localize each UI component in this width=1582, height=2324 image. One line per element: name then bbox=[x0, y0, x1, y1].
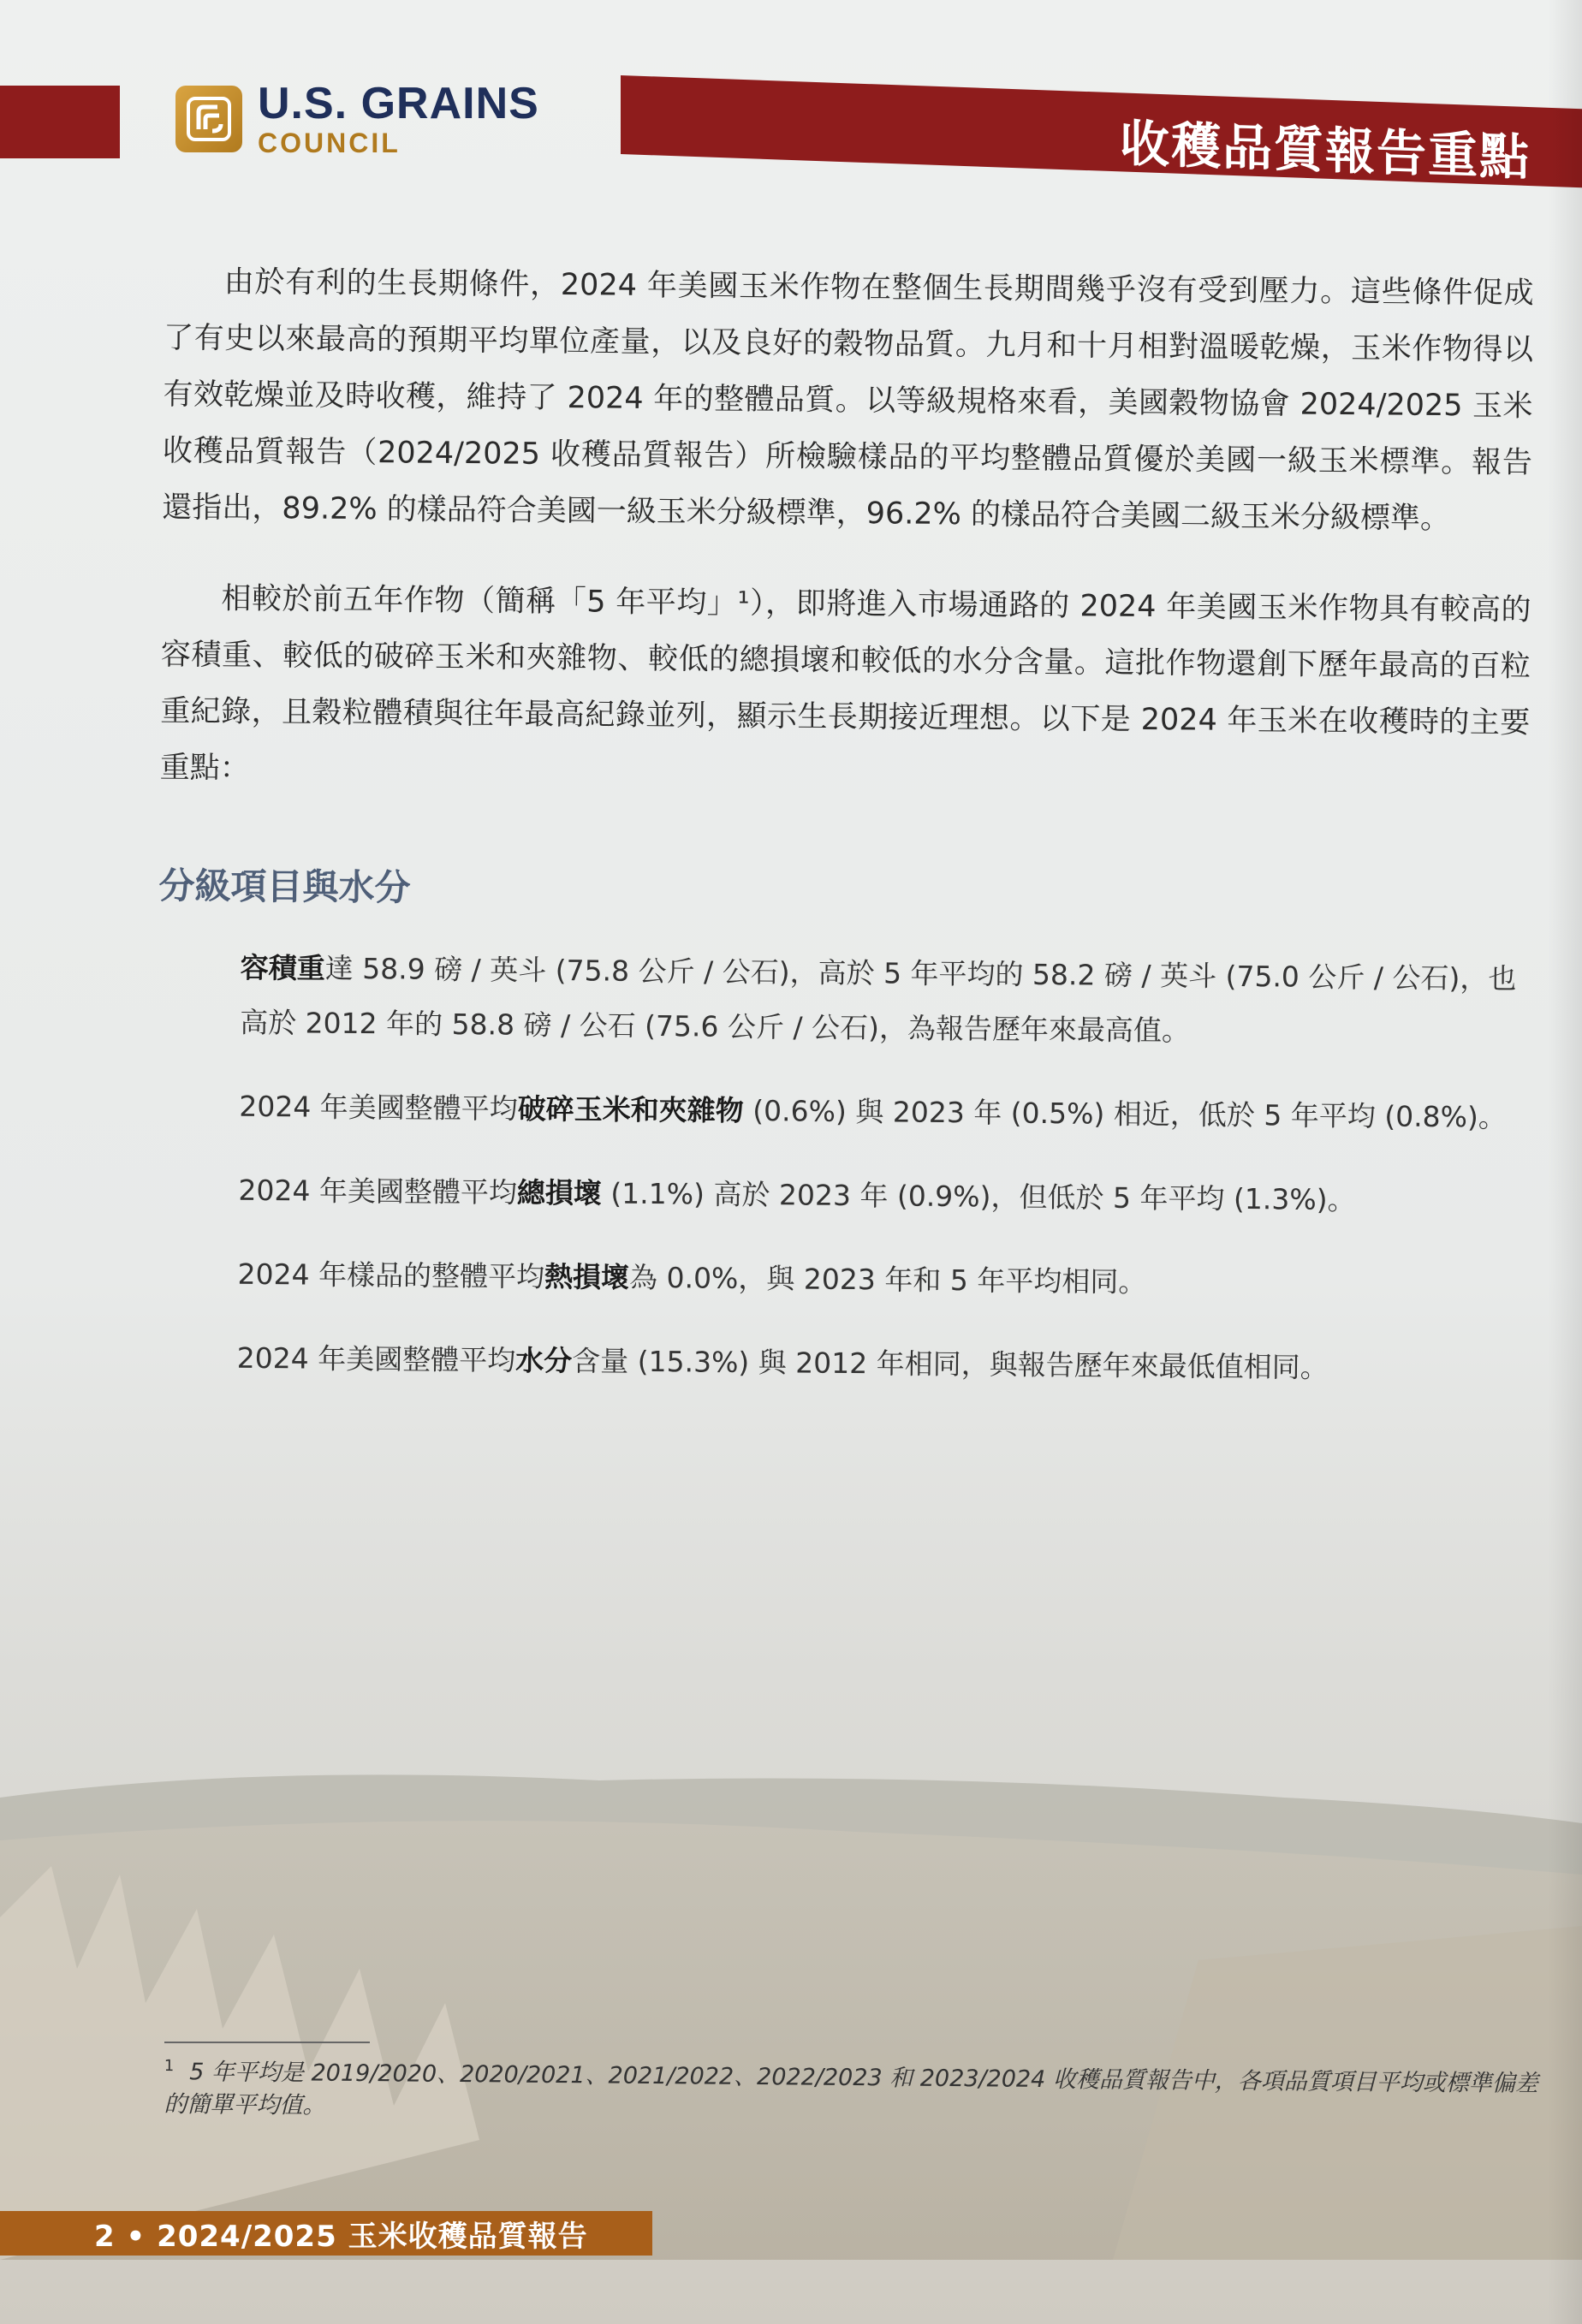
footer-page-label: 2 • 2024/2025 玉米收穫品質報告 bbox=[94, 2220, 588, 2254]
item-prefix: 2024 年美國整體平均 bbox=[238, 1173, 518, 1210]
item-text: 為 0.0%，與 2023 年和 5 年平均相同。 bbox=[628, 1260, 1147, 1299]
logo-line2: COUNCIL bbox=[258, 128, 401, 158]
logo-text bbox=[258, 81, 539, 157]
item-text: (1.1%) 高於 2023 年 (0.9%)，但低於 5 年平均 (1.3%)。 bbox=[601, 1176, 1356, 1217]
grading-item-test-weight bbox=[240, 941, 1528, 1061]
header-title-bar bbox=[621, 75, 1582, 187]
item-prefix: 2024 年美國整體平均 bbox=[236, 1340, 516, 1377]
usgc-logo-icon bbox=[175, 86, 242, 152]
paragraph-1: 由於有利的生長期條件，2024 年美國玉米作物在整個生長期間幾乎沒有受到壓力。這些條件促成了有史以來最高的預期平均單位產量，以及良好的穀物品質。九月和十月相對溫暖乾燥，玉米作物得以有效乾燥並及時收穫，維持了 2024 年的整體品質。以等級規格來看，美國穀物協會 2024/2025 玉米收穫品質報告（2024/2025 收穫品質報告）所檢驗樣品的平均整體品質優於美國一級玉米標準。報告還指出，89.2% 的樣品符合美國一級玉米分級標準，96.2% 的樣品符合美國二級玉米分級標準。 bbox=[162, 264, 1534, 537]
item-keyword: 總損壞 bbox=[516, 1175, 603, 1210]
item-prefix: 2024 年美國整體平均 bbox=[239, 1089, 518, 1126]
grading-item-moisture bbox=[236, 1331, 1525, 1397]
item-text: 含量 (15.3%) 與 2012 年相同，與報告歷年來最低值相同。 bbox=[572, 1344, 1329, 1384]
footnote-text: 5 年平均是 2019/2020、2020/2021、2021/2022、2022/2023 和 2023/2024 收穫品質報告中，各項品質項目平均或標準偏差的簡單平均值。 bbox=[164, 2059, 1539, 2119]
cornfield-background-image bbox=[0, 1746, 1582, 2260]
grading-item-total-damage bbox=[238, 1163, 1526, 1229]
item-text: (0.6%) 與 2023 年 (0.5%) 相近，低於 5 年平均 (0.8%)。 bbox=[743, 1093, 1508, 1134]
item-keyword: 水分 bbox=[515, 1343, 573, 1378]
usgc-logo bbox=[175, 81, 539, 157]
item-keyword: 破碎玉米和夾雜物 bbox=[517, 1091, 744, 1127]
footnote-rule bbox=[164, 2042, 370, 2043]
item-keyword: 熱損壞 bbox=[544, 1259, 630, 1294]
page-title: 收穫品質報告重點 bbox=[1119, 114, 1531, 187]
item-prefix: 2024 年樣品的整體平均 bbox=[237, 1257, 545, 1293]
header-left-bar bbox=[0, 86, 120, 158]
grading-item-bcfm bbox=[239, 1079, 1527, 1145]
logo-line1: U.S. GRAINS bbox=[258, 79, 539, 128]
item-text: 達 58.9 磅 / 英斗 (75.8 公斤 / 公石)，高於 5 年平均的 58.2 磅 / 英斗 (75.0 公斤 / 公石)，也高於 2012 年的 58.8 磅 / 公石 (75.6 公斤 / 公石)，為報告歷年來最高值。 bbox=[239, 951, 1517, 1048]
grading-item-heat-damage bbox=[237, 1247, 1526, 1313]
main-content bbox=[154, 253, 1534, 1426]
section-title: 分級項目與水分 bbox=[158, 864, 411, 909]
footnote-number: 1 bbox=[164, 2056, 175, 2076]
item-keyword: 容積重 bbox=[240, 950, 325, 985]
footnote bbox=[164, 2050, 1551, 2133]
paragraph-2: 相較於前五年作物（簡稱「5 年平均」¹），即將進入市場通路的 2024 年美國玉米作物具有較高的容積重、較低的破碎玉米和夾雜物、較低的總損壞和較低的水分含量。這批作物還創下歷年最高的百粒重紀錄，且穀粒體積與往年最高紀錄並列，顯示生長期接近理想。以下是 2024 年玉米在收穫時的主要重點： bbox=[159, 581, 1531, 786]
page-edge-shadow bbox=[1548, 0, 1582, 2324]
